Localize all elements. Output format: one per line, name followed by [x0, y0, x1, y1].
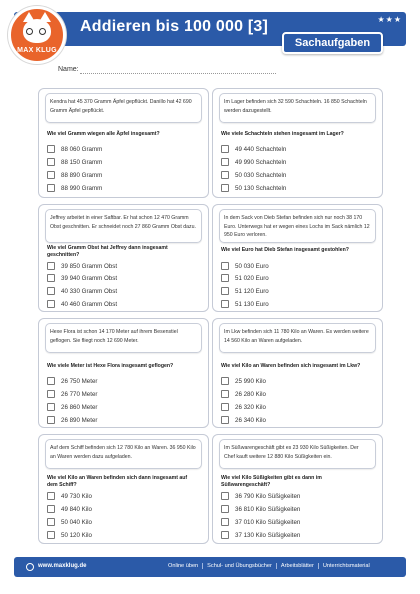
task-story: Im Lkw befinden sich 11 780 Kilo an Waren. Es werden weitere 14 560 Kilo an Waren aufgeladen.	[219, 323, 376, 353]
checkbox[interactable]	[221, 274, 229, 282]
task-story: Jeffrey arbeitet in einer Saftbar. Er hat schon 12 470 Gramm Obst geschnitten. Er schneidet noch 27 860 Gramm Obst dazu.	[45, 209, 202, 243]
task-card-8	[212, 434, 383, 544]
answer-option[interactable]	[47, 504, 92, 514]
checkbox[interactable]	[221, 300, 229, 308]
answer-label: 26 340 Kilo	[235, 416, 266, 424]
answer-option[interactable]	[221, 183, 286, 193]
answer-option[interactable]	[221, 517, 300, 527]
answer-option[interactable]	[221, 402, 266, 412]
checkbox[interactable]	[47, 505, 55, 513]
answer-label: 26 750 Meter	[61, 377, 98, 385]
answer-option[interactable]	[47, 415, 97, 425]
checkbox[interactable]	[47, 518, 55, 526]
answer-option[interactable]	[47, 517, 92, 527]
answer-label: 50 030 Schachteln	[235, 171, 287, 179]
answer-label: 51 130 Euro	[235, 300, 269, 308]
task-card-3	[38, 204, 209, 312]
answer-label: 50 040 Kilo	[61, 518, 92, 526]
footer-link-worksheets[interactable]: Arbeitsblätter	[277, 563, 319, 569]
answer-option[interactable]	[221, 491, 300, 501]
answer-option[interactable]	[221, 144, 286, 154]
task-question: Wie viele Meter ist Hexe Flora insgesamt geflogen?	[47, 363, 174, 369]
task-question: Wie viel Euro hat Dieb Stefan insgesamt gestohlen?	[221, 247, 349, 253]
checkbox[interactable]	[47, 531, 55, 539]
checkbox[interactable]	[47, 300, 55, 308]
checkbox[interactable]	[221, 390, 229, 398]
checkbox[interactable]	[221, 171, 229, 179]
task-question: Wie viel Kilo Süßigkeiten gibt es dann im Süßwarengeschäft?	[221, 475, 322, 488]
task-card-2	[212, 88, 383, 198]
answer-label: 40 460 Gramm Obst	[61, 300, 118, 308]
answer-label: 50 130 Schachteln	[235, 184, 287, 192]
globe-icon	[26, 563, 34, 571]
checkbox[interactable]	[47, 274, 55, 282]
answer-option[interactable]	[221, 415, 266, 425]
answer-label: 51 020 Euro	[235, 274, 269, 282]
name-label: Name:	[58, 66, 79, 73]
checkbox[interactable]	[221, 518, 229, 526]
answer-label: 36 790 Kilo Süßigkeiten	[235, 492, 301, 500]
answer-label: 49 990 Schachteln	[235, 158, 287, 166]
checkbox[interactable]	[47, 377, 55, 385]
checkbox[interactable]	[47, 390, 55, 398]
checkbox[interactable]	[47, 171, 55, 179]
maxklug-logo	[8, 6, 66, 64]
answer-option[interactable]	[47, 261, 117, 271]
answer-label: 39 850 Gramm Obst	[61, 262, 118, 270]
answer-label: 26 280 Kilo	[235, 390, 266, 398]
answer-label: 50 030 Euro	[235, 262, 269, 270]
checkbox[interactable]	[221, 531, 229, 539]
logo-eye-right	[39, 28, 46, 35]
answer-label: 25 990 Kilo	[235, 377, 266, 385]
task-card-1	[38, 88, 209, 198]
answer-option[interactable]	[47, 286, 117, 296]
answer-option[interactable]	[47, 491, 92, 501]
task-story: In dem Sack von Dieb Stefan befinden sich nur noch 38 170 Euro. Unterwegs hat er wegen eines Lochs im Sack nämlich 12 950 Euro verloren.	[219, 209, 376, 243]
checkbox[interactable]	[47, 403, 55, 411]
checkbox[interactable]	[47, 416, 55, 424]
checkbox[interactable]	[47, 184, 55, 192]
answer-option[interactable]	[47, 402, 97, 412]
task-question: Wie viel Kilo an Waren befinden sich insgesamt im Lkw?	[221, 363, 361, 369]
task-card-6	[212, 318, 383, 428]
checkbox[interactable]	[221, 184, 229, 192]
logo-text: MAX KLUG	[17, 47, 57, 54]
answer-option[interactable]	[221, 389, 266, 399]
answer-label: 39 940 Gramm Obst	[61, 274, 118, 282]
logo-eye-left	[26, 28, 33, 35]
checkbox[interactable]	[221, 416, 229, 424]
answer-option[interactable]	[221, 286, 269, 296]
footer-link-online[interactable]: Online üben	[164, 563, 203, 569]
answer-label: 49 840 Kilo	[61, 505, 92, 513]
answer-option[interactable]	[47, 144, 102, 154]
checkbox[interactable]	[221, 262, 229, 270]
answer-option[interactable]	[221, 261, 269, 271]
answer-option[interactable]	[47, 530, 92, 540]
footer-bar	[14, 557, 406, 577]
task-story: Im Süßwarengeschäft gibt es 23 930 Kilo Süßigkeiten. Der Chef kauft weitere 12 880 Kilo Süßigkeiten ein.	[219, 439, 376, 469]
footer-links	[164, 563, 374, 569]
footer-url-link[interactable]: www.maxklug.de	[38, 563, 87, 569]
answer-label: 88 060 Gramm	[61, 145, 103, 153]
answer-option[interactable]	[47, 183, 102, 193]
answer-option[interactable]	[47, 389, 97, 399]
checkbox[interactable]	[221, 403, 229, 411]
task-question: Wie viele Schachteln stehen insgesamt im Lager?	[221, 131, 344, 137]
answer-label: 49 730 Kilo	[61, 492, 92, 500]
task-story: Auf dem Schiff befinden sich 12 780 Kilo an Waren. 36 950 Kilo an Waren werden dazu aufgeladen.	[45, 439, 202, 469]
checkbox[interactable]	[221, 145, 229, 153]
task-story: Kendra hat 45 370 Gramm Äpfel gepflückt. Danillo hat 42 690 Gramm Äpfel gepflückt.	[45, 93, 202, 123]
answer-label: 26 320 Kilo	[235, 403, 266, 411]
answer-option[interactable]	[221, 530, 300, 540]
answer-label: 50 120 Kilo	[61, 531, 92, 539]
page-title: Addieren bis 100 000 [3]	[80, 18, 268, 35]
answer-option[interactable]	[47, 170, 102, 180]
checkbox[interactable]	[47, 262, 55, 270]
answer-label: 26 890 Meter	[61, 416, 98, 424]
answer-option[interactable]	[221, 157, 286, 167]
answer-label: 49 440 Schachteln	[235, 145, 287, 153]
footer-link-material[interactable]: Unterrichtsmaterial	[322, 563, 370, 569]
checkbox[interactable]	[221, 158, 229, 166]
checkbox[interactable]	[221, 377, 229, 385]
answer-option[interactable]	[221, 273, 269, 283]
task-question: Wie viel Gramm wiegen alle Äpfel insgesamt?	[47, 131, 160, 137]
category-badge: Sachaufgaben	[282, 32, 383, 54]
checkbox[interactable]	[221, 287, 229, 295]
checkbox[interactable]	[47, 287, 55, 295]
answer-option[interactable]	[221, 504, 300, 514]
task-card-5	[38, 318, 209, 428]
answer-label: 37 010 Kilo Süßigkeiten	[235, 518, 301, 526]
name-field[interactable]	[80, 73, 276, 74]
answer-option[interactable]	[47, 299, 117, 309]
task-card-4	[212, 204, 383, 312]
checkbox[interactable]	[221, 505, 229, 513]
answer-label: 26 860 Meter	[61, 403, 98, 411]
task-question: Wie viel Gramm Obst hat Jeffrey dann insgesamt geschnitten?	[47, 245, 168, 258]
task-story: Im Lager befinden sich 32 590 Schachteln. 16 850 Schachteln werden dazugestellt.	[219, 93, 376, 123]
answer-label: 36 810 Kilo Süßigkeiten	[235, 505, 301, 513]
answer-label: 40 330 Gramm Obst	[61, 287, 118, 295]
checkbox[interactable]	[47, 145, 55, 153]
task-question: Wie viel Kilo an Waren befinden sich dann insgesamt auf dem Schiff?	[47, 475, 188, 488]
answer-option[interactable]	[47, 376, 97, 386]
task-card-7	[38, 434, 209, 544]
checkbox[interactable]	[221, 492, 229, 500]
footer-link-books[interactable]: Schul- und Übungsbücher	[203, 563, 277, 569]
fox-face-icon	[23, 19, 51, 43]
answer-option[interactable]	[221, 376, 266, 386]
difficulty-stars: ★★★	[377, 15, 402, 24]
checkbox[interactable]	[47, 158, 55, 166]
task-story: Hexe Flora ist schon 14 170 Meter auf ihrem Besenstiel geflogen. Sie fliegt noch 12 690 Meter.	[45, 323, 202, 353]
answer-option[interactable]	[221, 170, 286, 180]
answer-label: 51 120 Euro	[235, 287, 269, 295]
answer-label: 37 130 Kilo Süßigkeiten	[235, 531, 301, 539]
answer-option[interactable]	[47, 273, 117, 283]
answer-label: 88 150 Gramm	[61, 158, 103, 166]
answer-label: 26 770 Meter	[61, 390, 98, 398]
checkbox[interactable]	[47, 492, 55, 500]
answer-label: 88 890 Gramm	[61, 171, 103, 179]
answer-label: 88 990 Gramm	[61, 184, 103, 192]
answer-option[interactable]	[47, 157, 102, 167]
answer-option[interactable]	[221, 299, 269, 309]
